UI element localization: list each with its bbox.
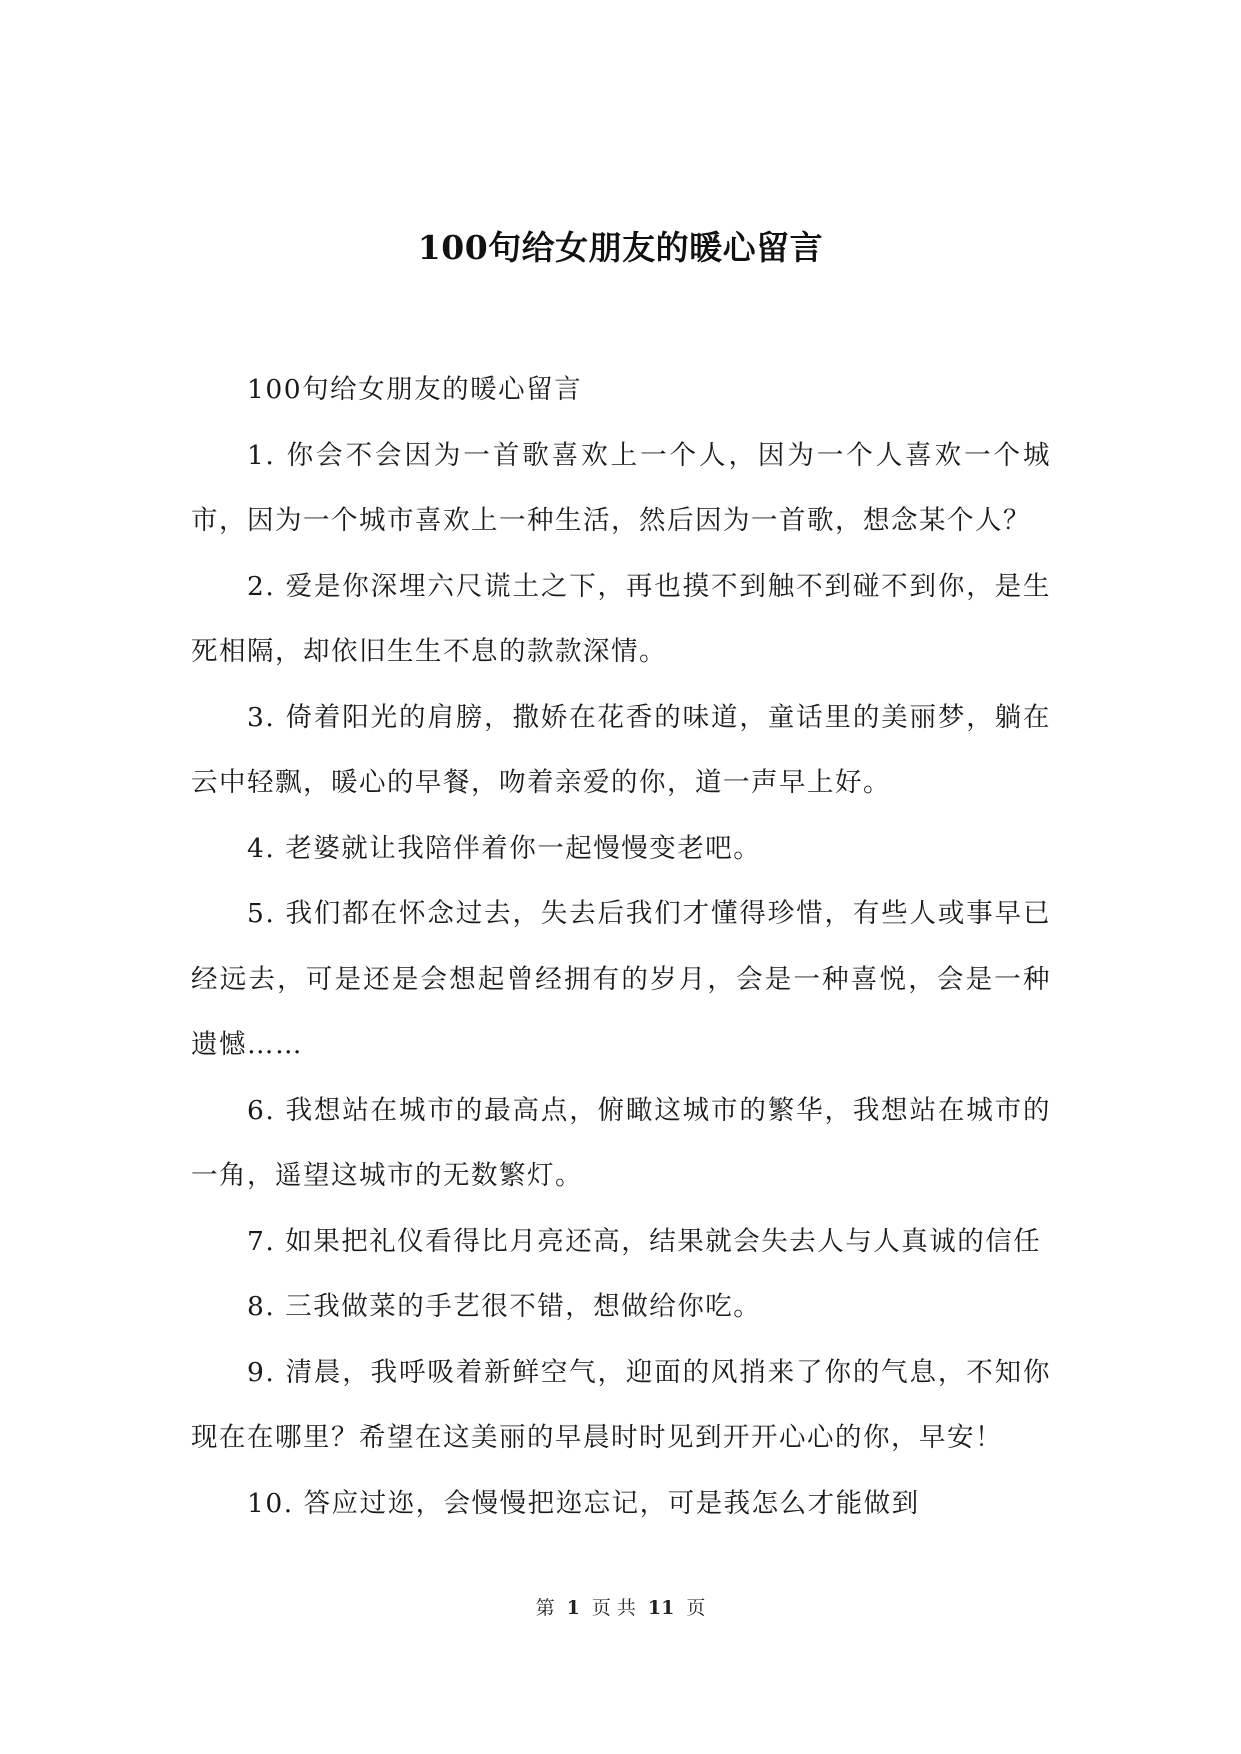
paragraph: 1. 你会不会因为一首歌喜欢上一个人，因为一个人喜欢一个城市，因为一个城市喜欢上一种生活，然后因为一首歌，想念某个人？ [191, 439, 1051, 536]
paragraph: 100句给女朋友的暖心留言 [247, 374, 583, 405]
footer-prefix: 第 [535, 1597, 555, 1619]
paragraph: 3. 倚着阳光的肩膀，撒娇在花香的味道，童话里的美丽梦，躺在云中轻飘，暖心的早餐，吻着亲爱的你，道一声早上好。 [191, 701, 1051, 798]
document-body [191, 357, 1051, 1536]
footer-suffix: 页 [686, 1597, 706, 1619]
paragraph: 8. 三我做菜的手艺很不错，想做给你吃。 [247, 1291, 762, 1322]
paragraph: 7. 如果把礼仪看得比月亮还高，结果就会失去人与人真诚的信任 [247, 1225, 1042, 1257]
paragraph: 4. 老婆就让我陪伴着你一起慢慢变老吧。 [247, 832, 762, 864]
footer-middle: 页 共 [591, 1597, 636, 1619]
paragraph: 10. 答应过迩，会慢慢把迩忘记，可是莪怎么才能做到 [247, 1487, 920, 1519]
paragraph: 9. 清晨，我呼吸着新鲜空气，迎面的风捎来了你的气息，不知你现在在哪里？希望在这美丽的早晨时时见到开开心心的你，早安！ [191, 1356, 1051, 1453]
page-footer [0, 1596, 1241, 1620]
paragraph: 5. 我们都在怀念过去，失去后我们才懂得珍惜，有些人或事早已经远去，可是还是会想起曾经拥有的岁月，会是一种喜悦，会是一种遗憾…… [191, 898, 1051, 1060]
current-page-number: 1 [566, 1597, 580, 1619]
total-pages-number: 11 [647, 1597, 675, 1619]
paragraph: 2. 爱是你深埋六尺谎土之下，再也摸不到触不到碰不到你，是生死相隔，却依旧生生不息的款款深情。 [191, 570, 1051, 667]
document-title: 100句给女朋友的暖心留言 [417, 228, 824, 267]
paragraph: 6. 我想站在城市的最高点，俯瞰这城市的繁华，我想站在城市的一角，遥望这城市的无数繁灯。 [191, 1094, 1051, 1191]
